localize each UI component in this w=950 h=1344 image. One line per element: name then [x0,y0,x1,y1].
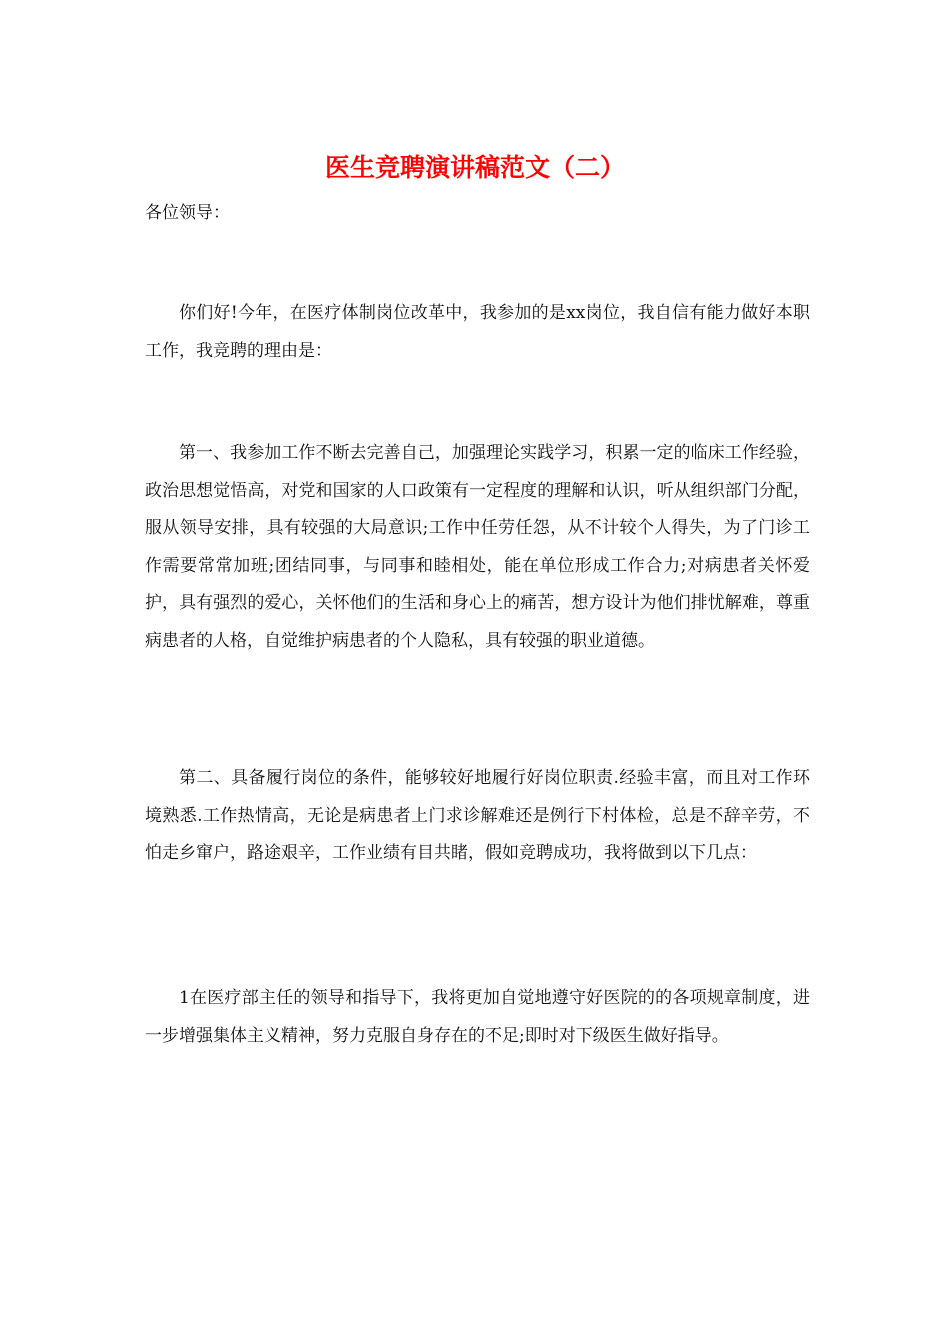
paragraph-greeting: 你们好!今年，在医疗体制岗位改革中，我参加的是xx岗位，我自信有能力做好本职工作，我竞聘的理由是： [145,303,810,361]
paragraph-point-one: 1在医疗部主任的领导和指导下，我将更加自觉地遵守好医院的的各项规章制度，进一步增强集体主义精神，努力克服自身存在的不足;即时对下级医生做好指导。 [145,988,810,1046]
paragraph-first-reason: 第一、我参加工作不断去完善自己，加强理论实践学习，积累一定的临床工作经验，政治思想觉悟高，对党和国家的人口政策有一定程度的理解和认识，听从组织部门分配，服从领导安排，具有较强的大局意识;工作中任劳任怨，从不计较个人得失，为了门诊工作需要常常加班;团结同事，与同事和睦相处，能在单位形成工作合力;对病患者关怀爱护，具有强烈的爱心，关怀他们的生活和身心上的痛苦，想方设计为他们排忧解难，尊重病患者的人格，自觉维护病患者的个人隐私，具有较强的职业道德。 [145,443,810,651]
paragraph-second-reason: 第二、具备履行岗位的条件，能够较好地履行好岗位职责.经验丰富，而且对工作环境熟悉.工作热情高，无论是病患者上门求诊解难还是例行下村体检，总是不辞辛劳，不怕走乡窜户，路途艰辛，工作业绩有目共睹，假如竞聘成功，我将做到以下几点： [145,768,810,863]
salutation: 各位领导： [145,203,230,223]
document-title: 医生竞聘演讲稿范文（二） [324,153,625,182]
